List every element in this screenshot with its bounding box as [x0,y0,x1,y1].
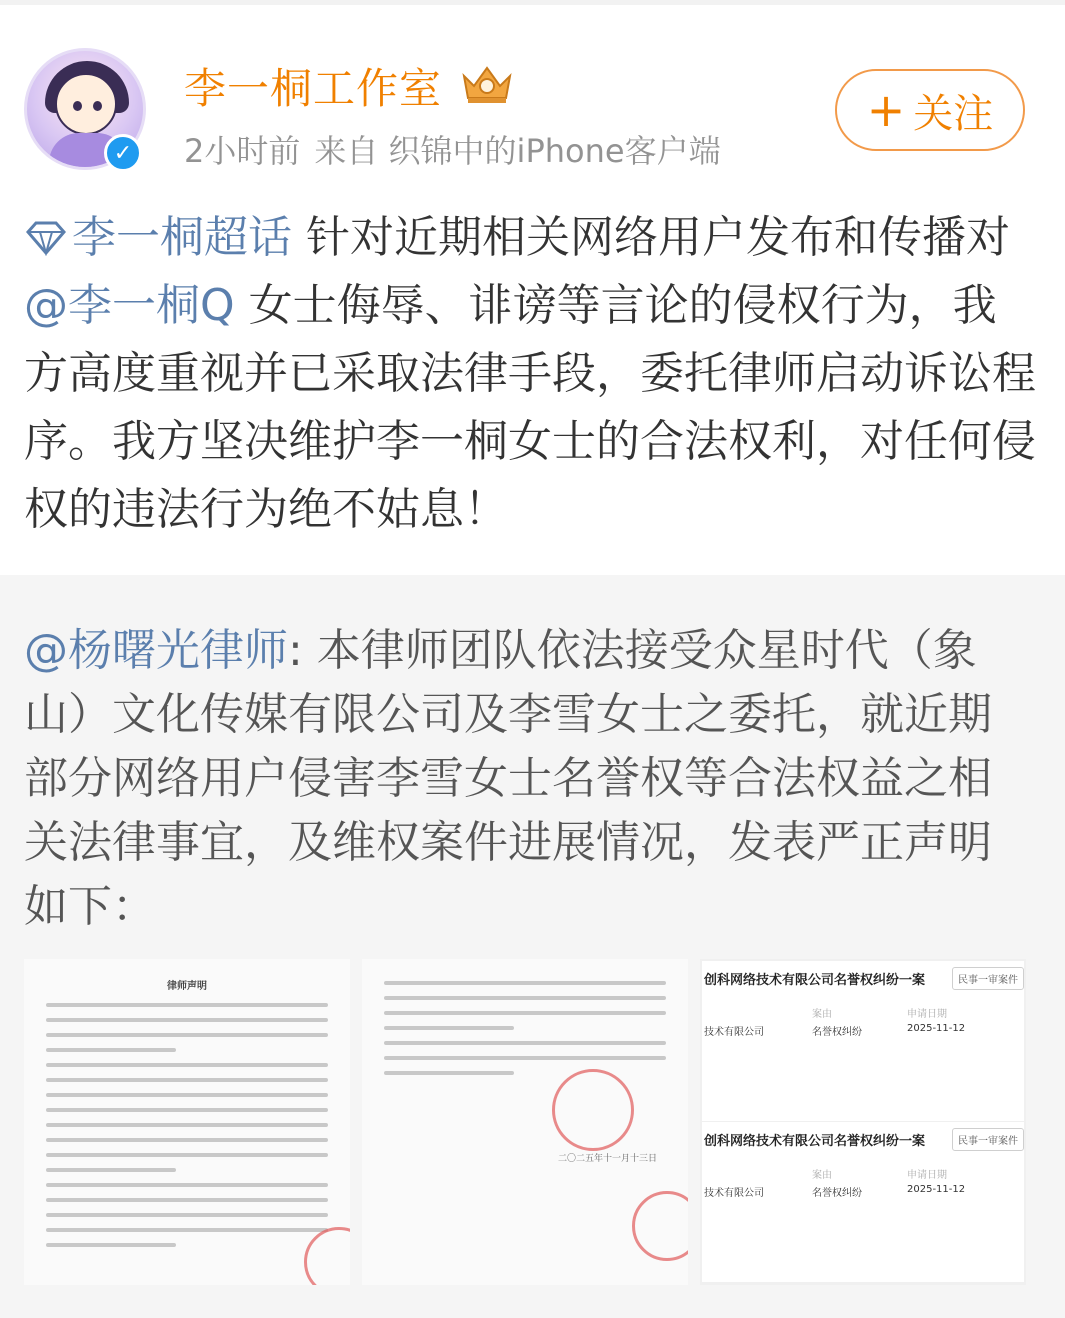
red-seal-stamp [632,1191,688,1261]
case-party: 技术有限公司 [704,1027,764,1038]
doc-line [46,1123,328,1127]
doc-line [46,1153,328,1157]
doc-line [46,1003,328,1007]
red-seal-stamp [304,1227,350,1285]
follow-button[interactable] [835,69,1025,151]
case-title: 创科网络技术有限公司名誉权纠纷一案 [704,973,926,988]
case-party: 技术有限公司 [704,1188,764,1199]
doc-line [46,1018,328,1022]
case-date: 2025-11-12 [907,1023,966,1034]
repost-body [24,619,1024,939]
top-divider [0,0,1065,5]
case-tag: 民事一审案件 [952,967,1024,990]
case-card [702,961,1024,1121]
doc-line [384,1071,514,1075]
doc-title: 律师声明 [167,981,207,992]
doc-line [46,1168,176,1172]
case-header-date: 申请日期 [907,1170,947,1181]
repost-author-link[interactable]: @杨曙光律师 [24,625,288,676]
doc-line [46,1063,328,1067]
case-header-cause: 案由 [812,1009,832,1020]
doc-line [46,1078,328,1082]
username[interactable]: 李一桐工作室 [184,64,443,113]
post-meta [184,126,721,172]
case-date: 2025-11-12 [907,1184,966,1195]
post-text-part2: 女士侮辱、诽谤等言论的侵权行为，我方高度重视并已采取法律手段，委托律师启动诉讼程序。我方坚决维护李一桐女士的合法权利，对任何侵权的违法行为绝不姑息！ [24,280,1036,535]
doc-line [46,1243,176,1247]
plus-icon: + [866,83,906,137]
doc-line [384,1056,666,1060]
follow-label: 关注 [913,90,994,137]
doc-line [46,1198,328,1202]
avatar-eye [93,101,102,111]
doc-line [46,1138,328,1142]
image-thumbnail-statement[interactable] [24,959,350,1285]
doc-line [46,1033,328,1037]
doc-line [46,1228,328,1232]
image-thumbnail-statement-page2[interactable] [362,959,688,1285]
diamond-icon [24,220,68,256]
doc-line [46,1183,328,1187]
case-header-cause: 案由 [812,1170,832,1181]
repost-text: : 本律师团队依法接受众星时代（象山）文化传媒有限公司及李雪女士之委托，就近期部分网络用户侵害李雪女士名誉权等合法权益之相关法律事宜，及维权案件进展情况，发表严正声明如下： [24,625,992,932]
avatar-face [55,73,117,135]
doc-line [384,1041,666,1045]
case-tag: 民事一审案件 [952,1128,1024,1151]
case-header-date: 申请日期 [907,1009,947,1020]
verified-badge-icon: ✓ [104,134,142,172]
doc-line [46,1213,328,1217]
post-text-part1: 针对近期相关网络用户发布和传播对 [292,212,1010,263]
doc-line [384,1026,514,1030]
image-thumbnail-case-records[interactable] [700,959,1026,1285]
crown-icon[interactable] [460,64,514,104]
post-body [24,204,1040,544]
doc-line [384,996,666,1000]
doc-date: 二〇二五年十一月十三日 [558,1154,658,1164]
doc-line [384,981,666,985]
post-source: 来自 织锦中的iPhone客户端 [314,132,721,170]
red-seal-stamp [552,1069,634,1151]
mention-link[interactable]: @李一桐Q [24,280,235,331]
doc-line [46,1048,176,1052]
repost-card[interactable] [0,575,1065,1318]
post-time: 2小时前 [184,132,301,170]
case-title: 创科网络技术有限公司名誉权纠纷一案 [704,1134,926,1149]
doc-line [384,1011,666,1015]
case-card [702,1122,1024,1282]
topic-link[interactable] [24,212,292,263]
doc-line [46,1093,328,1097]
topic-label: 李一桐超话 [72,212,292,263]
avatar-eye [73,101,82,111]
doc-line [46,1108,328,1112]
case-cause: 名誉权纠纷 [812,1188,862,1199]
case-cause: 名誉权纠纷 [812,1027,862,1038]
